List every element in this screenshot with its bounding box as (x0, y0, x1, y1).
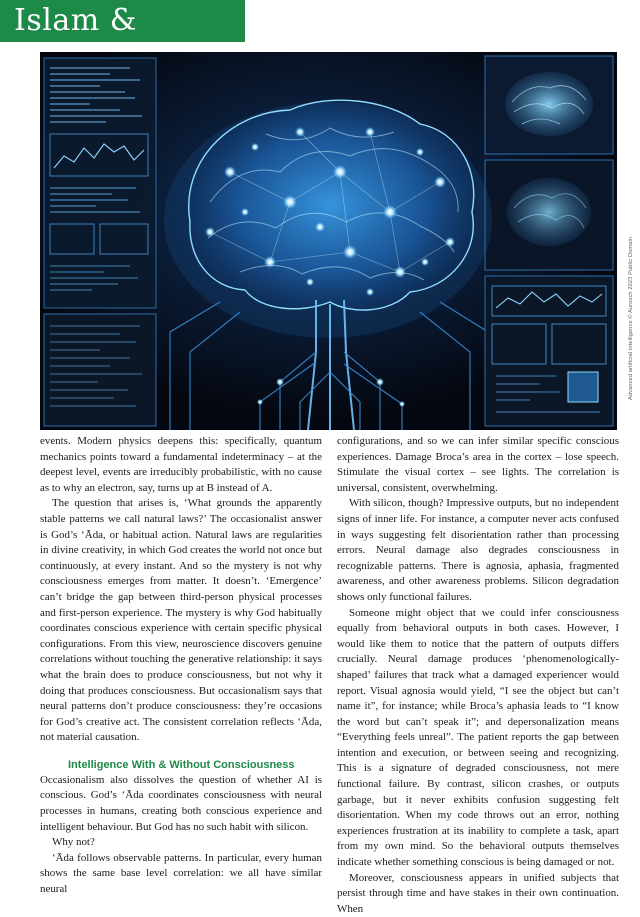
paragraph: ‘Āda follows observable patterns. In particular, every human shows the same base level correlation: we all have similar neural (40, 851, 322, 896)
section-title: Islam & (14, 3, 137, 38)
hero-illustration (40, 52, 617, 430)
right-brain-panel-top (485, 56, 613, 154)
paragraph: configurations, and so we can infer similar specific conscious experiences. Damage Broca’s area in the cortex – lose speech. Stimulate the visual cortex – see lights. The correlation is universal, consistent, overwhelming. (337, 435, 619, 494)
left-column (40, 434, 322, 898)
right-brain-panel-middle (485, 160, 613, 270)
image-credit-text: Advanced artificial intelligence © Aurosch 2023 Public Domain (628, 236, 634, 400)
brain-circuit-illustration-icon (40, 52, 617, 430)
paragraph: Occasionalism also dissolves the question of whether AI is conscious. God’s ‘Āda coordinates consciousness with neural processes in humans, creating both conscious experience and intelligent behaviour. But God has no such habit with silicon. (40, 773, 322, 833)
paragraph: Someone might object that we could infer consciousness equally from behavioral outputs in both cases. However, I would like them to notice that the pattern of outputs differs crucially. Neural damage produces ‘phenomenologically-shaped’ failures that track what a damaged experiencer would report. Visual agnosia would yield, “I see the object but can’t name it”, for instance; while Broca’s aphasia leads to “I know the word but can’t speak it”; and depersonalization means “Everything feels unreal”. The patient reports the gap between intention and execution, or between seeing and recognizing. This is a signature of degraded consciousness, not mere functional failure. By contrast, silicon crashes, or outputs garbage, but it never exhibits confusion suggesting felt disorientation. When my code throws out an error, nothing experiences frustration at its inability to complete a task, apart from my own mind. So the behavioral outputs themselves indicate whether something conscious is being damaged or not. (337, 606, 619, 869)
paragraph: events. Modern physics deepens this: specifically, quantum mechanics points toward a fundamental indeterminacy – at the deepest level, events are irreducibly probabilistic, with no cause as to why an electron, say, turns up at B instead of A. (40, 435, 322, 494)
right-column (337, 434, 619, 917)
lower-left-panel (44, 314, 156, 426)
section-header-band (0, 0, 245, 42)
image-credit (617, 150, 637, 400)
section-subheading: Intelligence With & Without Consciousness (68, 758, 295, 771)
paragraph: Moreover, consciousness appears in unified subjects that persist through time and have stakes in their own continuation. When (337, 871, 619, 915)
right-lower-panel (485, 276, 613, 426)
paragraph: With silicon, though? Impressive outputs, but no independent signs of inner life. For instance, a computer never acts confused in ways suggesting felt disorientation rather than processing errors. Neural damage also degrades consciousness in recognizable patterns. There is agnosia, aphasia, fragmented awareness, and other awareness problems. Silicon degradation shows only functional failures. (337, 497, 619, 603)
paragraph: The question that arises is, ‘What grounds the apparently stable patterns we call natural laws?’ The occasionalist answer is God’s ‘Āda, or habitual action. Natural laws are regularities in divine creativity, in which God creates the world not once but continuously, at every instant. And so the mystery is not why consciousness emerges from matter. It doesn’t. ‘Emergence’ can’t bridge the gap between third-person physical processes and first-person experience. The mystery is why God habitually coordinates conscious experience with certain specific physical configurations. From this view, neuroscience discovers genuine correlations without touching the generative relationship: it says what the brain does to produce consciousness, but not why it doing that produces consciousness. But occasionalism says that neural patterns don’t produce consciousness: they’re occasions for God’s creative act. The consistent correlation reflects ‘Āda, not material causation. (40, 497, 322, 744)
left-data-panel (44, 58, 156, 308)
paragraph: Why not? (52, 836, 95, 849)
